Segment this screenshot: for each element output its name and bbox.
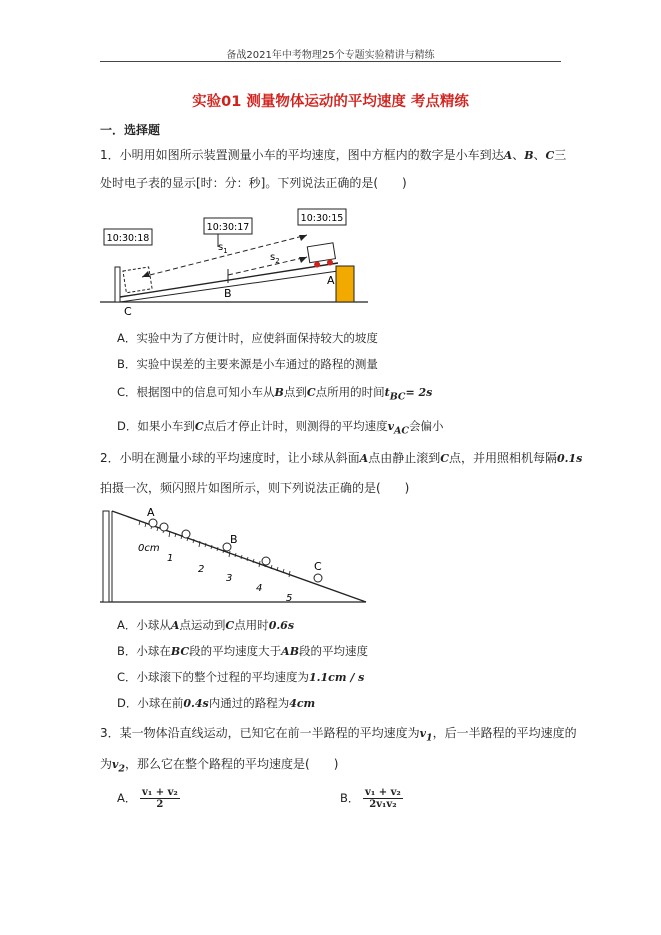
fraction-denominator: 2v₁v₂	[369, 799, 397, 810]
q1-option-b[interactable]: B．实验中误差的主要来源是小车通过的路程的测量	[117, 357, 378, 371]
clock-c-text: 10:30:18	[106, 233, 150, 244]
option-label: A．	[117, 791, 137, 805]
q1-stem-line1	[100, 148, 566, 162]
point-b: B	[274, 386, 284, 399]
s1-label: $s_1$	[218, 242, 228, 255]
segment-ab: AB	[281, 645, 299, 658]
s1-arrow-line	[142, 235, 307, 277]
q3-option-b[interactable]	[340, 787, 403, 810]
q1-option-c[interactable]	[117, 384, 432, 402]
speed-value: 1.1cm / s	[309, 671, 365, 684]
option-text: B．小球在	[117, 644, 171, 658]
option-text: 点到	[283, 385, 307, 399]
q1-stem-text: 1．小明用如图所示装置测量小车的平均速度，图中方框内的数字是小车到达	[100, 148, 504, 162]
option-text: 会偏小	[408, 419, 444, 433]
label-a: A	[327, 274, 335, 287]
q2-point-a: A	[359, 452, 369, 465]
tick-label: 3	[226, 573, 233, 584]
ball	[149, 519, 157, 527]
q3-stem-text: 为	[100, 757, 113, 771]
s2-label: $s_2$	[270, 252, 280, 265]
time-symbol: t	[384, 386, 390, 399]
option-text: 点用时	[234, 618, 269, 632]
fraction	[363, 787, 403, 810]
tick-label: 5	[286, 593, 293, 604]
option-text: C．根据图中的信息可知小车从	[117, 385, 275, 399]
tick-label: 1	[167, 553, 174, 564]
v1-subscript: 1	[426, 732, 433, 744]
header-rule	[100, 61, 561, 62]
option-text: 点运动到	[179, 618, 226, 632]
option-text: 段的平均速度大于	[189, 644, 282, 658]
option-text: 内通过的路程为	[208, 696, 290, 710]
q2-option-d[interactable]	[117, 695, 315, 711]
label-b: B	[224, 287, 232, 300]
support-block	[336, 266, 354, 302]
q2-option-c[interactable]	[117, 669, 364, 685]
label-c: C	[314, 560, 322, 573]
q1-stem-text: 三	[554, 148, 567, 162]
end-stop	[115, 267, 120, 302]
tick-label: 2	[198, 564, 205, 575]
q3-stem-text: ，那么它在整个路程的平均速度是( )	[125, 757, 339, 771]
velocity-subscript: AC	[394, 425, 409, 437]
time-value: 0.4s	[183, 697, 209, 710]
ball	[182, 530, 190, 538]
q2-ramp-figure	[100, 503, 370, 608]
s2-arrowhead	[299, 257, 307, 263]
q2-stem-text: 2．小明在测量小球的平均速度时，让小球从斜面	[100, 451, 360, 465]
q3-stem-text: 3．某一物体沿直线运动，已知它在前一半路程的平均速度为	[100, 726, 420, 740]
q1-point-a: A	[503, 149, 513, 162]
q2-option-a[interactable]	[117, 617, 294, 633]
velocity-symbol: v	[387, 420, 395, 433]
ball-positions	[149, 519, 322, 582]
s1-arrowhead	[299, 235, 307, 241]
segment-bc: BC	[170, 645, 190, 658]
point-c: C	[306, 386, 316, 399]
tick-label: 0cm	[138, 543, 160, 554]
option-text: 段的平均速度	[299, 644, 368, 658]
q2-stem-text: 点由静止滚到	[368, 451, 441, 465]
point-a: A	[170, 619, 180, 632]
q1-stem-line2: 处时电子表的显示[时：分：秒]。下列说法正确的是( )	[100, 176, 407, 190]
v2-symbol: v	[112, 758, 119, 771]
fraction-numerator: v₁ + v₂	[365, 787, 401, 798]
q2-stem-line1	[100, 451, 582, 465]
option-label: B．	[340, 791, 360, 805]
v2-subscript: 2	[118, 763, 126, 775]
q1-sep: 、	[533, 148, 546, 162]
page-title: 实验01 测量物体运动的平均速度 考点精练	[192, 94, 469, 110]
page-header: 备战2021年中考物理25个专题实验精讲与精练	[226, 50, 435, 61]
option-text: D．小球在前	[117, 696, 184, 710]
ball	[160, 523, 168, 531]
point-c: C	[194, 420, 204, 433]
section-heading: 一．选择题	[100, 123, 161, 137]
time-subscript: BC	[389, 391, 406, 403]
q1-point-b: B	[524, 149, 534, 162]
fraction-denominator: 2	[156, 799, 164, 810]
q1-option-a[interactable]: A．实验中为了方便计时，应使斜面保持较大的坡度	[117, 331, 378, 345]
q3-stem-text: ，后一半路程的平均速度的	[432, 726, 577, 740]
q1-sep: 、	[512, 148, 525, 162]
q3-option-a[interactable]	[117, 787, 180, 810]
q1-point-c: C	[545, 149, 555, 162]
q3-stem-line2	[100, 757, 338, 775]
distance-value: 4cm	[289, 697, 316, 710]
ruler-labels	[138, 543, 292, 604]
fraction	[140, 787, 180, 810]
s2-arrow-line	[228, 257, 307, 275]
q1-option-d[interactable]	[117, 418, 443, 436]
ball	[314, 574, 322, 582]
ramp-wall	[103, 511, 109, 602]
clock-a-text: 10:30:15	[300, 213, 344, 224]
label-b: B	[230, 533, 238, 546]
s1-arrowhead	[142, 271, 150, 277]
fraction-numerator: v₁ + v₂	[142, 787, 178, 798]
q2-stem-text: 点，并用照相机每隔	[448, 451, 557, 465]
option-text: D．如果小车到	[117, 419, 195, 433]
option-text: 点后才停止计时，则测得的平均速度	[203, 419, 388, 433]
car-at-a	[307, 243, 336, 269]
tick-label: 4	[256, 583, 263, 594]
q2-stem-line2: 拍摄一次，频闪照片如图所示，则下列说法正确的是( )	[100, 481, 410, 495]
time-value: 0.6s	[268, 619, 295, 632]
ball	[262, 557, 270, 565]
q2-option-b[interactable]	[117, 643, 368, 659]
label-c: C	[124, 305, 132, 318]
q1-incline-figure	[100, 205, 370, 320]
clock-b-text: 10:30:17	[206, 222, 250, 233]
point-c: C	[225, 619, 235, 632]
label-a: A	[147, 506, 155, 519]
q2-point-c: C	[440, 452, 449, 465]
q2-interval: 0.1s	[556, 452, 583, 465]
option-text: 点所用的时间	[315, 385, 385, 399]
v1-symbol: v	[419, 727, 427, 740]
option-text: C．小球滚下的整个过程的平均速度为	[117, 670, 310, 684]
car-at-c	[123, 267, 152, 293]
time-value: = 2s	[405, 386, 433, 399]
option-text: A．小球从	[117, 618, 171, 632]
q3-stem-line1	[100, 726, 577, 744]
